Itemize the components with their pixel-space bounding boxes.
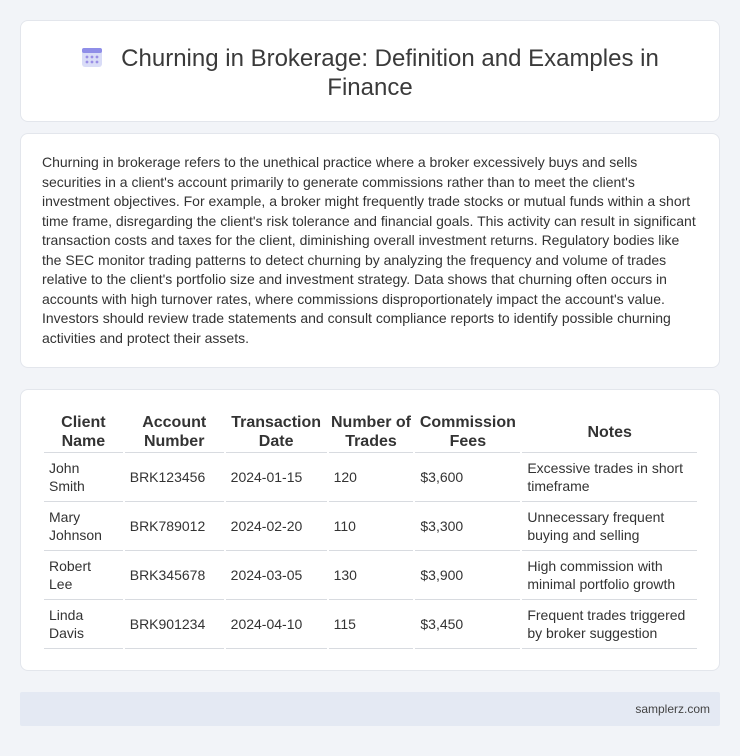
cell-transaction-date: 2024-01-15 [226, 453, 327, 502]
cell-account-number: BRK123456 [125, 453, 224, 502]
cell-client-name: Robert Lee [44, 551, 123, 600]
footer-bar [20, 692, 720, 726]
page-title: Churning in Brokerage: Definition and Examples in Finance [121, 45, 659, 101]
table-row [44, 502, 697, 551]
header-client-name: Client Name [44, 412, 123, 453]
header-number-of-trades: Number of Trades [329, 412, 414, 453]
header-commission-fees: Commission Fees [415, 412, 520, 453]
table-row [44, 600, 697, 649]
cell-number-of-trades: 130 [329, 551, 414, 600]
cell-notes: Unnecessary frequent buying and selling [522, 502, 697, 551]
cell-transaction-date: 2024-03-05 [226, 551, 327, 600]
footer-site-link[interactable]: samplerz.com [635, 702, 710, 716]
header-notes: Notes [522, 412, 697, 453]
table-card [20, 389, 720, 671]
table-row [44, 551, 697, 600]
cell-number-of-trades: 120 [329, 453, 414, 502]
description-card [20, 133, 720, 368]
cell-number-of-trades: 110 [329, 502, 414, 551]
cell-account-number: BRK901234 [125, 600, 224, 649]
table-header-row [44, 412, 697, 453]
cell-number-of-trades: 115 [329, 600, 414, 649]
table-row [44, 453, 697, 502]
cell-commission-fees: $3,600 [415, 453, 520, 502]
churning-table [42, 412, 699, 649]
header-transaction-date: Transaction Date [226, 412, 327, 453]
cell-commission-fees: $3,450 [415, 600, 520, 649]
cell-account-number: BRK789012 [125, 502, 224, 551]
cell-client-name: John Smith [44, 453, 123, 502]
calendar-grid-icon [81, 46, 103, 68]
cell-account-number: BRK345678 [125, 551, 224, 600]
description-text: Churning in brokerage refers to the unethical practice where a broker excessively buys and sells securities in a client's account primarily to generate commissions rather than to meet the client's investment objectives. For example, a broker might frequently trade stocks or mutual funds within a short time frame, disregarding the client's risk tolerance and financial goals. This activity can result in significant transaction costs and taxes for the client, diminishing overall investment returns. Regulatory bodies like the SEC monitor trading patterns to detect churning by analyzing the frequency and volume of trades relative to the client's portfolio size and investment strategy. Data shows that churning often occurs in accounts with high turnover rates, where commissions disproportionately impact the account's value. Investors should review trade statements and consult compliance reports to identify possible churning activities and protect their assets. [42, 154, 696, 346]
header-account-number: Account Number [125, 412, 224, 453]
header-card [20, 20, 720, 122]
cell-commission-fees: $3,900 [415, 551, 520, 600]
cell-transaction-date: 2024-02-20 [226, 502, 327, 551]
page-title-wrap [21, 44, 719, 102]
cell-notes: Excessive trades in short timeframe [522, 453, 697, 502]
cell-notes: High commission with minimal portfolio growth [522, 551, 697, 600]
cell-client-name: Mary Johnson [44, 502, 123, 551]
cell-notes: Frequent trades triggered by broker suggestion [522, 600, 697, 649]
cell-transaction-date: 2024-04-10 [226, 600, 327, 649]
cell-commission-fees: $3,300 [415, 502, 520, 551]
cell-client-name: Linda Davis [44, 600, 123, 649]
